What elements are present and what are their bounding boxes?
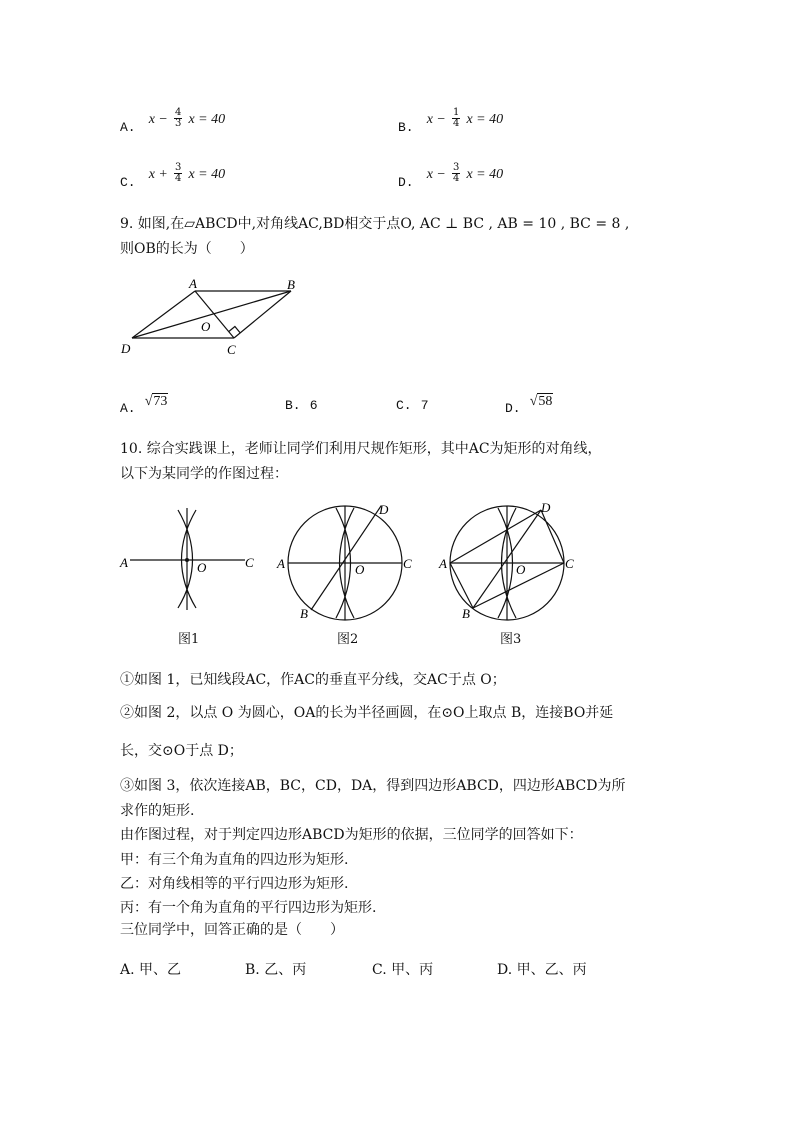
- q10-option-d[interactable]: D. 甲、乙、丙: [497, 962, 587, 978]
- segment-da: [132, 291, 195, 338]
- fig2-label-b: B: [300, 606, 308, 621]
- q10-step-2-line1: ②如图 2，以点 O 为圆心，OA的长为半径画圆，在⊙O上取点 B，连接BO并延: [120, 705, 614, 721]
- q8-option-a-lhs: x −: [148, 112, 168, 127]
- segment-da: [450, 510, 541, 563]
- q9-option-b-value: 6: [309, 398, 318, 413]
- q8-option-a-fraction: [174, 108, 182, 129]
- q9-stem-line2: 则OB的长为（ ）: [120, 241, 254, 257]
- q8-option-d-fraction: [452, 163, 460, 184]
- q8-option-d-label: D.: [398, 175, 414, 190]
- q10-answer-yi: 乙：对角线相等的平行四边形为矩形.: [120, 876, 349, 892]
- q9-label-o: O: [201, 319, 211, 334]
- q9-option-a-label: A.: [120, 401, 136, 416]
- fig2-label-c: C: [403, 556, 412, 571]
- q9-label-d: D: [121, 341, 131, 356]
- q8-option-b[interactable]: [398, 107, 504, 135]
- q8-option-c-lhs: x +: [148, 167, 168, 182]
- q9-parallelogram-figure: [115, 275, 315, 360]
- fig2-label-d: D: [379, 502, 389, 517]
- fig3-label-o: O: [516, 562, 526, 577]
- q8-option-a-rhs: x = 40: [188, 112, 226, 127]
- q9-option-c-value: 7: [420, 398, 429, 413]
- q9-option-b-label: B.: [285, 398, 301, 413]
- q9-option-d-sqrt: √58: [529, 394, 553, 409]
- q9-option-d-radicand: 58: [538, 394, 553, 409]
- right-angle-mark: [229, 327, 241, 333]
- q8-option-c-den: 4: [174, 173, 182, 184]
- q8-option-c-num: 3: [174, 162, 182, 173]
- q8-option-d[interactable]: [398, 162, 504, 190]
- q10-step-1: ①如图 1，已知线段AC，作AC的垂直平分线，交AC于点 O；: [120, 672, 506, 688]
- fig3-label-d: D: [541, 500, 551, 515]
- q9-option-d-label: D.: [505, 401, 521, 416]
- q10-answer-jia: 甲：有三个角为直角的四边形为矩形.: [120, 852, 349, 868]
- q8-option-a-den: 3: [174, 118, 182, 129]
- fig1-label-o: O: [197, 560, 207, 575]
- segment-bc: [234, 291, 291, 338]
- q10-figure-2: [273, 498, 423, 628]
- q9-option-a[interactable]: [120, 390, 168, 416]
- q8-option-d-num: 3: [452, 162, 460, 173]
- q8-option-a-label: A.: [120, 120, 136, 135]
- q10-step-3-line2: 求作的矩形.: [120, 803, 195, 819]
- point-o: [185, 558, 189, 562]
- q10-figure-3-caption: 图3: [500, 632, 522, 647]
- q10-intro: 由作图过程，对于判定四边形ABCD为矩形的依据，三位同学的回答如下：: [120, 827, 583, 843]
- segment-cd: [541, 510, 564, 563]
- q10-figure-2-caption: 图2: [337, 632, 359, 647]
- q8-option-b-fraction: [452, 108, 460, 129]
- q8-option-b-rhs: x = 40: [466, 112, 504, 127]
- q10-figure-1-caption: 图1: [178, 632, 200, 647]
- fig3-label-a: A: [439, 556, 447, 571]
- diagonal-bd: [132, 291, 291, 338]
- q8-option-b-num: 1: [452, 107, 460, 118]
- q9-option-b[interactable]: [285, 394, 318, 413]
- q9-option-a-sqrt: √73: [144, 394, 168, 409]
- q10-step-3-line1: ③如图 3，依次连接AB，BC，CD，DA，得到四边形ABCD，四边形ABCD为所: [120, 778, 626, 794]
- fig3-label-b: B: [462, 606, 470, 621]
- fig1-label-c: C: [245, 555, 254, 570]
- q10-option-a[interactable]: A. 甲、乙: [120, 962, 182, 978]
- q10-option-c[interactable]: C. 甲、丙: [372, 962, 434, 978]
- q10-figure-1: [115, 500, 265, 610]
- q8-option-d-den: 4: [452, 173, 460, 184]
- q9-label-b: B: [287, 277, 295, 292]
- q9-option-c[interactable]: [396, 394, 429, 413]
- q8-option-b-lhs: x −: [426, 112, 446, 127]
- construction-arc-right: [182, 510, 197, 608]
- fig2-label-o: O: [355, 562, 365, 577]
- fig2-label-a: A: [277, 556, 285, 571]
- q8-option-a-num: 4: [174, 107, 182, 118]
- q9-label-c: C: [227, 342, 236, 357]
- q8-option-c[interactable]: [120, 162, 226, 190]
- q10-option-b[interactable]: B. 乙、丙: [245, 962, 307, 978]
- q8-option-a[interactable]: [120, 107, 226, 135]
- q9-label-a: A: [189, 276, 197, 291]
- q8-option-c-label: C.: [120, 175, 136, 190]
- segment-ab: [450, 563, 473, 608]
- q8-option-b-den: 4: [452, 118, 460, 129]
- q8-option-b-label: B.: [398, 120, 414, 135]
- q8-option-d-lhs: x −: [426, 167, 446, 182]
- q9-option-d[interactable]: [505, 390, 553, 416]
- q10-stem-line2: 以下为某同学的作图过程：: [120, 466, 288, 482]
- construction-arc-left: [178, 510, 193, 608]
- q9-option-a-radicand: 73: [153, 394, 168, 409]
- fig1-label-a: A: [120, 555, 128, 570]
- q8-option-d-rhs: x = 40: [466, 167, 504, 182]
- q9-option-c-label: C.: [396, 398, 412, 413]
- q8-option-c-fraction: [174, 163, 182, 184]
- q9-stem-line1: 9. 如图,在▱ABCD中,对角线AC,BD相交于点O, AC ⊥ BC , AB = 10 , BC = 8 ,: [120, 216, 630, 232]
- q8-option-c-rhs: x = 40: [188, 167, 226, 182]
- fig3-label-c: C: [565, 556, 574, 571]
- q10-stem-line1: 10. 综合实践课上，老师让同学们利用尺规作矩形，其中AC为矩形的对角线，: [120, 441, 602, 457]
- q10-question: 三位同学中，回答正确的是（ ）: [120, 922, 344, 938]
- q10-step-2-line2: 长，交⊙O于点 D；: [120, 743, 243, 759]
- q10-figure-3: [433, 498, 583, 628]
- q10-answer-bing: 丙：有一个角为直角的平行四边形为矩形.: [120, 900, 377, 916]
